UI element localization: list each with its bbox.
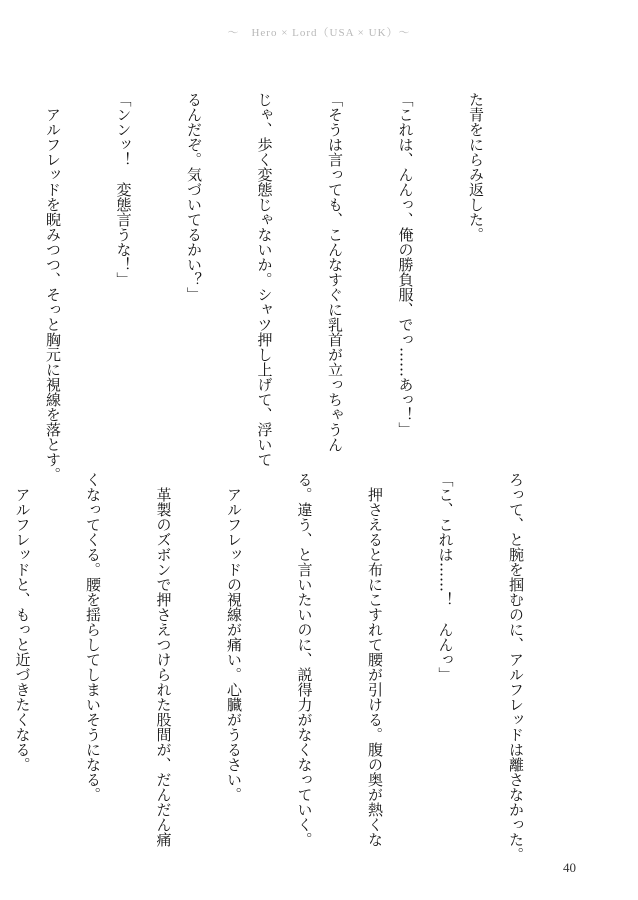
text-line: 押さえると布にこすれて腰が引ける。腹の奥が熱くな — [366, 472, 384, 847]
text-line: くなってくる。腰を揺らしてしまいそうになる。 — [84, 472, 102, 802]
text-line: る。違う、と言いたいのに、説得力がなくなっていく。 — [295, 472, 314, 847]
text-line: た青をにらみ返した。 — [467, 92, 485, 242]
running-header: 〜 Hero × Lord（USA × UK）〜 — [227, 27, 411, 39]
text-line: 「こ、これは……！ んんっ」 — [436, 472, 455, 682]
text-line: 「そうは言っても、こんなすぐに乳首が立っちゃうん — [326, 92, 344, 452]
text-line: アルフレッドを睨みつつ、そっと胸元に視線を落とす。 — [44, 92, 62, 482]
text-line: 革製のズボンで押さえつけられた股間が、だんだん痛 — [154, 472, 173, 847]
text-block-bottom — [13, 472, 574, 862]
text-line: アルフレッドと、もっと近づきたくなる。 — [13, 472, 32, 772]
text-line: るんだぞ。気づいてるかい？」 — [185, 92, 203, 302]
text-line: アルフレッドの視線が痛い。心臓がうるさい。 — [225, 472, 243, 802]
text-line: じゃ、歩く変態じゃないか。シャツ押し上げて、浮いて — [255, 92, 274, 467]
text-block-top — [44, 92, 534, 482]
text-line: 「ンンッ！ 変態言うな！」 — [114, 92, 133, 287]
text-line: ろって、と腕を掴むのに、アルフレッドは離さなかった。 — [507, 472, 525, 862]
page-number: 40 — [563, 860, 576, 875]
text-line: 「これは、んんっ、俺の勝負服、でっ……あっ！」 — [396, 92, 415, 437]
